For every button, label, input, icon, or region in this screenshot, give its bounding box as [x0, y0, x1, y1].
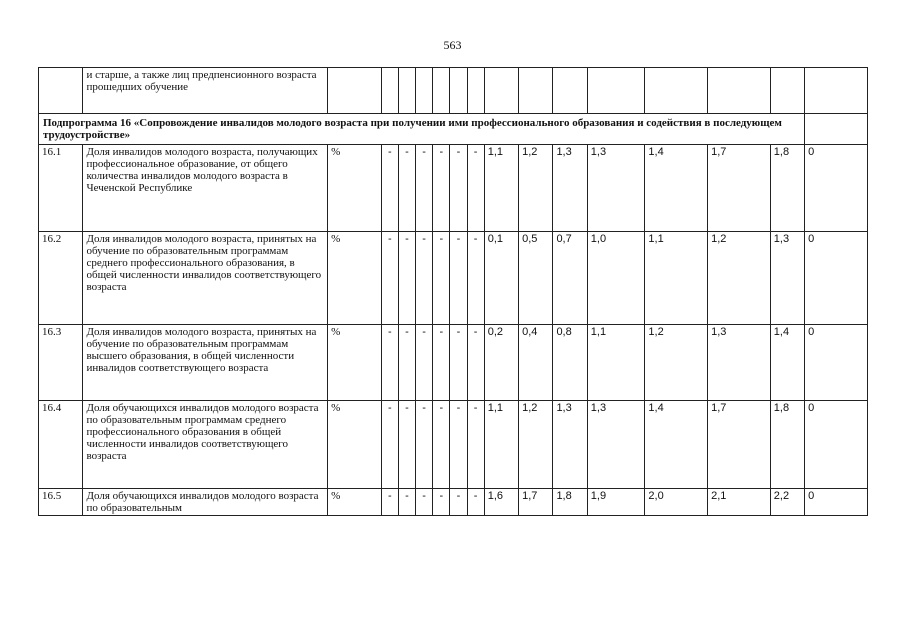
- dash-cell: -: [433, 401, 450, 489]
- unit-cell: %: [328, 401, 382, 489]
- cell-empty: [708, 68, 771, 114]
- dash-cell: -: [416, 325, 433, 401]
- table-body: [39, 68, 868, 516]
- dash-cell: -: [450, 232, 467, 325]
- value-cell: 1,7: [708, 401, 771, 489]
- value-cell: 2,2: [770, 489, 804, 516]
- value-cell: 0,2: [484, 325, 518, 401]
- value-cell: 1,1: [484, 145, 518, 232]
- cell-empty: [467, 68, 484, 114]
- value-cell: 0: [805, 232, 868, 325]
- dash-cell: -: [467, 489, 484, 516]
- dash-cell: -: [467, 145, 484, 232]
- cell-empty: [416, 68, 433, 114]
- value-cell: 2,0: [645, 489, 708, 516]
- table-row: [39, 232, 868, 325]
- dash-cell: -: [398, 401, 415, 489]
- row-number: 16.2: [39, 232, 83, 325]
- value-cell: 1,2: [645, 325, 708, 401]
- dash-cell: -: [381, 325, 398, 401]
- value-cell: 1,2: [708, 232, 771, 325]
- dash-cell: -: [398, 325, 415, 401]
- cell-empty: [587, 68, 645, 114]
- cell-empty: [398, 68, 415, 114]
- value-cell: 1,4: [770, 325, 804, 401]
- value-cell: 0: [805, 401, 868, 489]
- dash-cell: -: [433, 145, 450, 232]
- dash-cell: -: [450, 489, 467, 516]
- cell-empty: [553, 68, 587, 114]
- row-number: 16.3: [39, 325, 83, 401]
- value-cell: 1,3: [553, 401, 587, 489]
- value-cell: 1,2: [519, 145, 553, 232]
- table-row: [39, 325, 868, 401]
- value-cell: 1,1: [484, 401, 518, 489]
- unit-cell: %: [328, 489, 382, 516]
- dash-cell: -: [450, 401, 467, 489]
- indicator-name: Доля инвалидов молодого возраста, принятых на обучение по образовательным программам среднего профессионального образования, в общей численности инвалидов соответствующего возраста: [83, 232, 328, 325]
- value-cell: 1,3: [553, 145, 587, 232]
- cell-empty: [519, 68, 553, 114]
- value-cell: 0,1: [484, 232, 518, 325]
- value-cell: 0: [805, 489, 868, 516]
- value-cell: 0: [805, 325, 868, 401]
- value-cell: 1,3: [587, 401, 645, 489]
- value-cell: 1,0: [587, 232, 645, 325]
- dash-cell: -: [398, 232, 415, 325]
- indicator-name: Доля обучающихся инвалидов молодого возраста по образовательным программам среднего профессионального образования в общей численности инвалидов соответствующего возраста: [83, 401, 328, 489]
- value-cell: 1,2: [519, 401, 553, 489]
- cell-empty: [805, 68, 868, 114]
- unit-cell: %: [328, 145, 382, 232]
- value-cell: 1,3: [587, 145, 645, 232]
- cell-name: и старше, а также лиц предпенсионного возраста прошедших обучение: [83, 68, 328, 114]
- table-row: [39, 145, 868, 232]
- cell-empty: [484, 68, 518, 114]
- unit-cell: %: [328, 325, 382, 401]
- value-cell: 1,8: [770, 145, 804, 232]
- dash-cell: -: [398, 145, 415, 232]
- value-cell: 1,3: [708, 325, 771, 401]
- value-cell: 2,1: [708, 489, 771, 516]
- dash-cell: -: [381, 401, 398, 489]
- dash-cell: -: [416, 232, 433, 325]
- indicator-name: Доля инвалидов молодого возраста, получающих профессиональное образование, от общего количества инвалидов молодого возраста в Чеченской Республике: [83, 145, 328, 232]
- value-cell: 1,9: [587, 489, 645, 516]
- dash-cell: -: [467, 325, 484, 401]
- dash-cell: -: [450, 145, 467, 232]
- dash-cell: -: [433, 232, 450, 325]
- value-cell: 0,5: [519, 232, 553, 325]
- indicator-name: Доля инвалидов молодого возраста, принятых на обучение по образовательным программам высшего образования, в общей численности инвалидов соответствующего возраста: [83, 325, 328, 401]
- page-number: 563: [443, 38, 462, 52]
- dash-cell: -: [450, 325, 467, 401]
- value-cell: 1,7: [519, 489, 553, 516]
- dash-cell: -: [416, 145, 433, 232]
- value-cell: 0,7: [553, 232, 587, 325]
- dash-cell: -: [381, 232, 398, 325]
- cell-empty: [433, 68, 450, 114]
- row-number: 16.4: [39, 401, 83, 489]
- table-row: [39, 401, 868, 489]
- cell-unit: [328, 68, 382, 114]
- value-cell: 1,8: [553, 489, 587, 516]
- dash-cell: -: [416, 401, 433, 489]
- value-cell: 1,1: [645, 232, 708, 325]
- value-cell: 1,4: [645, 145, 708, 232]
- value-cell: 1,1: [587, 325, 645, 401]
- value-cell: 1,6: [484, 489, 518, 516]
- dash-cell: -: [381, 145, 398, 232]
- row-number: 16.1: [39, 145, 83, 232]
- dash-cell: -: [381, 489, 398, 516]
- cell-empty: [450, 68, 467, 114]
- dash-cell: -: [433, 489, 450, 516]
- unit-cell: %: [328, 232, 382, 325]
- value-cell: 0: [805, 145, 868, 232]
- value-cell: 1,8: [770, 401, 804, 489]
- cell-num: [39, 68, 83, 114]
- subprogram-row: [39, 114, 868, 145]
- indicator-name: Доля обучающихся инвалидов молодого возраста по образовательным: [83, 489, 328, 516]
- value-cell: 1,4: [645, 401, 708, 489]
- dash-cell: -: [467, 401, 484, 489]
- dash-cell: -: [433, 325, 450, 401]
- table-row: [39, 489, 868, 516]
- cell-empty: [770, 68, 804, 114]
- indicators-table: [38, 67, 868, 516]
- value-cell: 0,8: [553, 325, 587, 401]
- dash-cell: -: [398, 489, 415, 516]
- cell-empty: [381, 68, 398, 114]
- cell-empty: [645, 68, 708, 114]
- dash-cell: -: [467, 232, 484, 325]
- value-cell: 0,4: [519, 325, 553, 401]
- row-number: 16.5: [39, 489, 83, 516]
- subprogram-title: Подпрограмма 16 «Сопровождение инвалидов молодого возраста при получении ими профессионального образования и содействия в последующем трудоустройстве»: [39, 114, 805, 145]
- cell-empty: [805, 114, 868, 145]
- continuation-row: [39, 68, 868, 114]
- value-cell: 1,3: [770, 232, 804, 325]
- dash-cell: -: [416, 489, 433, 516]
- value-cell: 1,7: [708, 145, 771, 232]
